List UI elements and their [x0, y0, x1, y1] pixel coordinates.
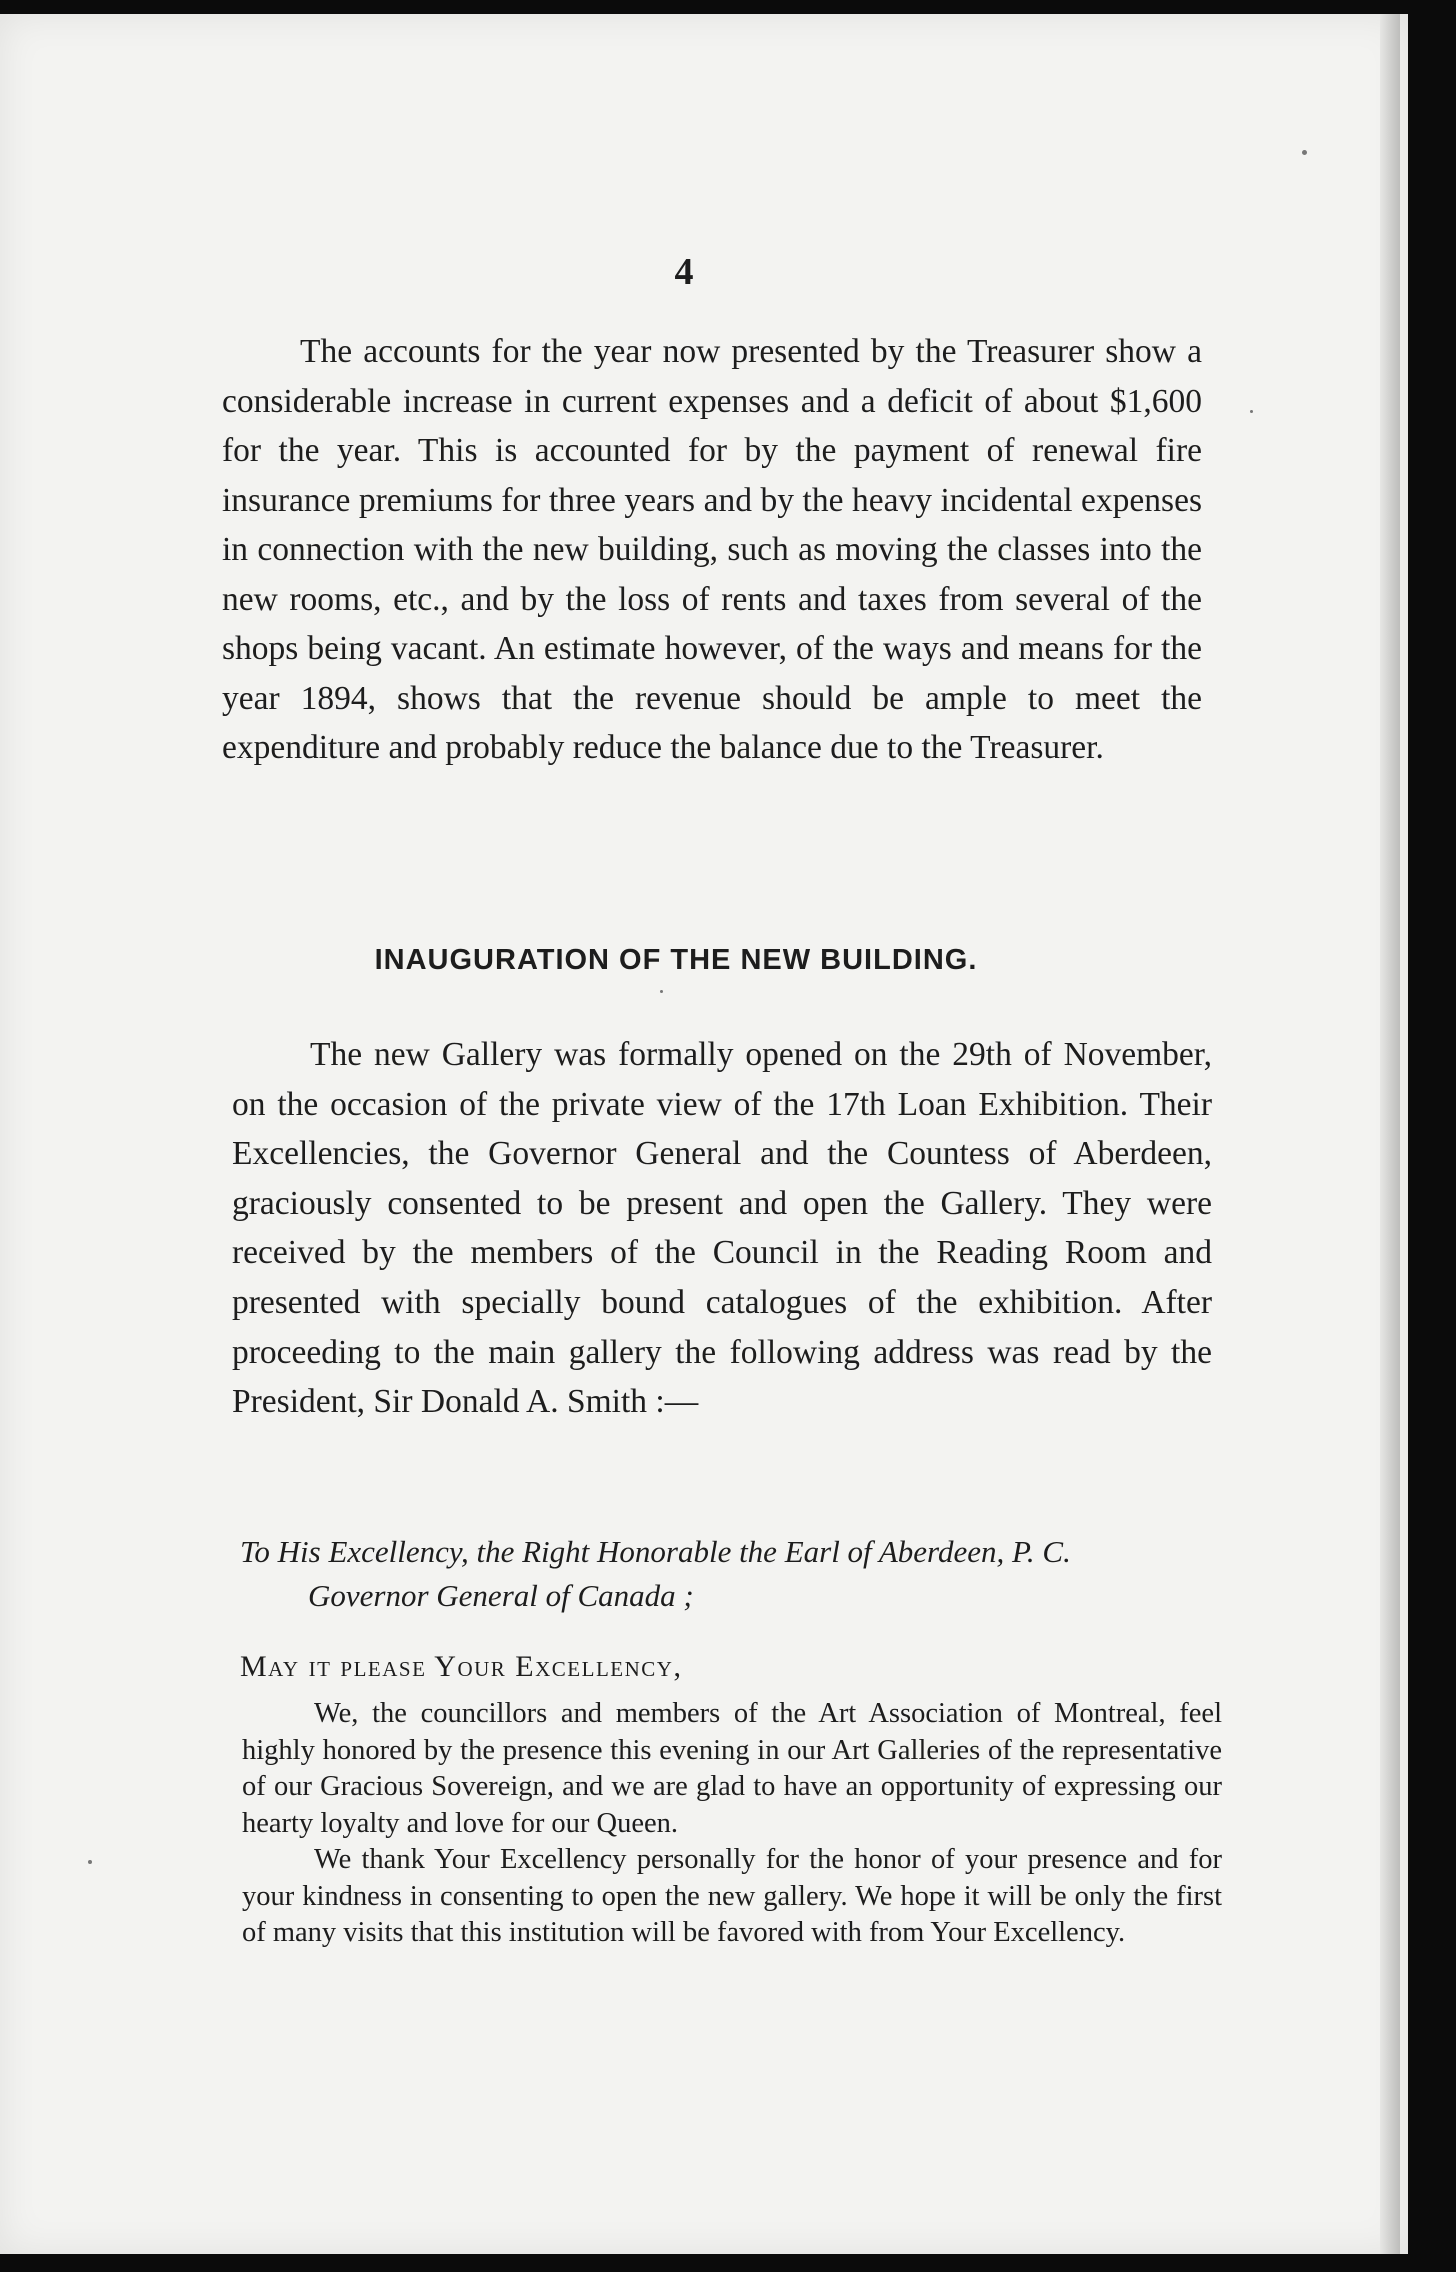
address-body — [242, 1696, 1222, 1952]
address-recipient — [240, 1530, 1240, 1618]
address-body-paragraph-1: We, the councillors and members of the Art Association of Montreal, feel highly honored by the presence this evening in our Art Galleries of the representative of our Gracious Sovereign, and we are glad to have an opportunity of expressing our hearty loyalty and love for our Queen. — [242, 1698, 1222, 1839]
page-edge-shadow — [1380, 14, 1400, 2254]
accounts-paragraph — [222, 327, 1202, 773]
page-number: 4 — [674, 251, 694, 293]
section-heading: INAUGURATION OF THE NEW BUILDING. — [374, 944, 978, 976]
address-recipient-line1: To His Excellency, the Right Honorable the Earl of Aberdeen, P. C. — [240, 1534, 1071, 1569]
accounts-paragraph-text: The accounts for the year now presented by the Treasurer show a considerable increase in current expenses and a deficit of about $1,600 for the year. This is accounted for by the payment of renewal fire insurance premiums for three years and by the heavy incidental expenses in connection with the new building, such as moving the classes into the new rooms, etc., and by the loss of rents and taxes from several of the shops being vacant. An estimate however, of the ways and means for the year 1894, shows that the revenue should be ample to meet the expenditure and probably reduce the balance due to the Treasurer. — [222, 333, 1202, 766]
address-salutation: May it please Your Excellency, — [240, 1650, 683, 1683]
address-recipient-line2: Governor General of Canada ; — [308, 1578, 694, 1613]
inauguration-paragraph — [232, 1030, 1212, 1427]
address-body-paragraph-2: We thank Your Excellency personally for the honor of your presence and for your kindness in consenting to open the new gallery. We hope it will be only the first of many visits that this institution will be favored with from Your Excellency. — [242, 1844, 1222, 1948]
inauguration-paragraph-text: The new Gallery was formally opened on the 29th of November, on the occasion of the private view of the 17th Loan Exhibition. Their Excellencies, the Governor General and the Countess of Aberdeen, graciously consented to be present and open the Gallery. They were received by the members of the Council in the Reading Room and presented with specially bound catalogues of the exhibition. After proceeding to the main gallery the following address was read by the President, Sir Donald A. Smith :— — [232, 1036, 1212, 1421]
